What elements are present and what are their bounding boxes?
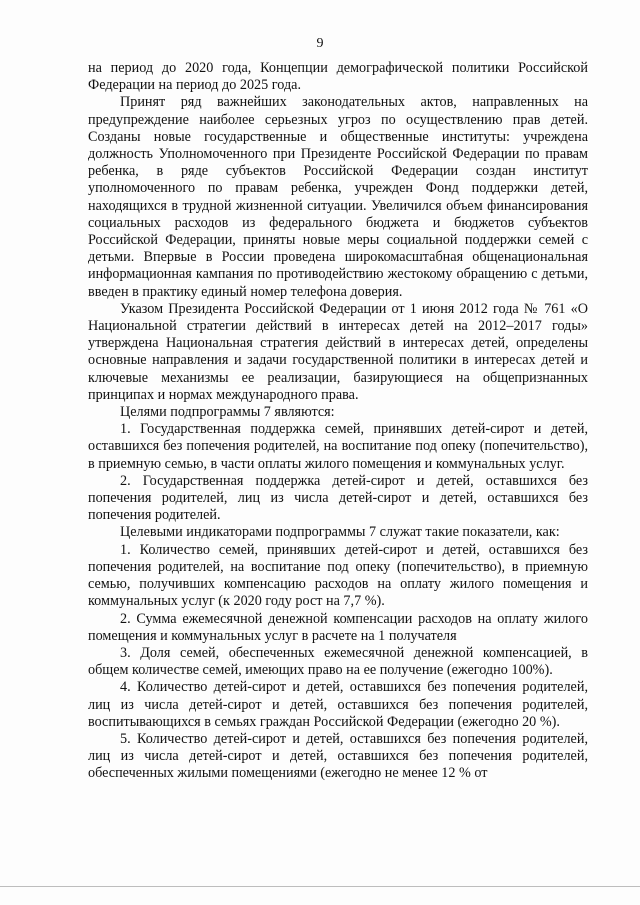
goal-item-1: 1. Государственная поддержка семей, принявших детей-сирот и детей, оставшихся без попечения родителей, на воспитание под опеку (попечительство), в приемную семью, в части оплаты жилого помещения и коммунальных услуг. [88, 421, 588, 472]
page-number: 9 [316, 36, 324, 51]
indicator-item-2: 2. Сумма ежемесячной денежной компенсации расходов на оплату жилого помещения и коммунальных услуг в расчете на 1 получателя [88, 610, 588, 644]
paragraph-decree: Указом Президента Российской Федерации от 1 июня 2012 года № 761 «О Национальной стратегии действий в интересах детей на 2012–2017 годы» утверждена Национальная стратегия действий в интересах детей, определены основные направления и задачи государственной политики в интересах детей и ключевые механизмы ее реализации, базирующиеся на общепризнанных принципах и нормах международного права. [88, 300, 588, 403]
goal-item-2: 2. Государственная поддержка детей-сирот и детей, оставшихся без попечения родителей, лиц из числа детей-сирот и детей, оставшихся без попечения родителей. [88, 472, 588, 524]
goals-heading: Целями подпрограммы 7 являются: [120, 404, 335, 421]
indicator-item-5: 5. Количество детей-сирот и детей, оставшихся без попечения родителей, лиц из числа детей-сирот и детей, оставшихся без попечения родителей, обеспеченных жилыми помещениями (ежегодно не менее 12 % от [88, 730, 588, 782]
indicator-item-3: 3. Доля семей, обеспеченных ежемесячной денежной компенсацией, в общем количестве семей, имеющих право на ее получение (ежегодно 100%). [88, 644, 588, 679]
page-bottom-divider [0, 886, 640, 887]
paragraph-continuation: на период до 2020 года, Концепции демографической политики Российской Федерации на период до 2025 года. [88, 60, 588, 94]
indicators-heading: Целевыми индикаторами подпрограммы 7 служат такие показатели, как: [120, 524, 560, 541]
document-body [88, 60, 588, 783]
indicator-item-1: 1. Количество семей, принявших детей-сирот и детей, оставшихся без попечения родителей, на воспитание под опеку (попечительство), в приемную семью, получивших компенсацию расходов на оплату жилого помещения и коммунальных услуг (к 2020 году рост на 7,7 %). [88, 541, 588, 610]
indicator-item-4: 4. Количество детей-сирот и детей, оставшихся без попечения родителей, лиц из числа детей-сирот и детей, оставшихся без попечения родителей, воспитывающихся в семьях граждан Российской Федерации (ежегодно 20 %). [88, 679, 588, 730]
paragraph-legislation: Принят ряд важнейших законодательных актов, направленных на предупреждение наиболее серьезных угроз по осуществлению прав детей. Созданы новые государственные и общественные институты: учреждена должность Уполномоченного при Президенте Российской Федерации по правам ребенка, в ряде субъектов Российской Федерации создан институт уполномоченного по правам ребенка, учрежден Фонд поддержки детей, находящихся в трудной жизненной ситуации. Увеличился объем финансирования социальных расходов из федерального бюджета и бюджетов субъектов Российской Федерации, приняты новые меры социальной поддержки семей с детьми. Впервые в России проведена широкомасштабная общенациональная информационная кампания по противодействию жестокому обращению с детьми, введен в практику единый номер телефона доверия. [88, 94, 588, 300]
